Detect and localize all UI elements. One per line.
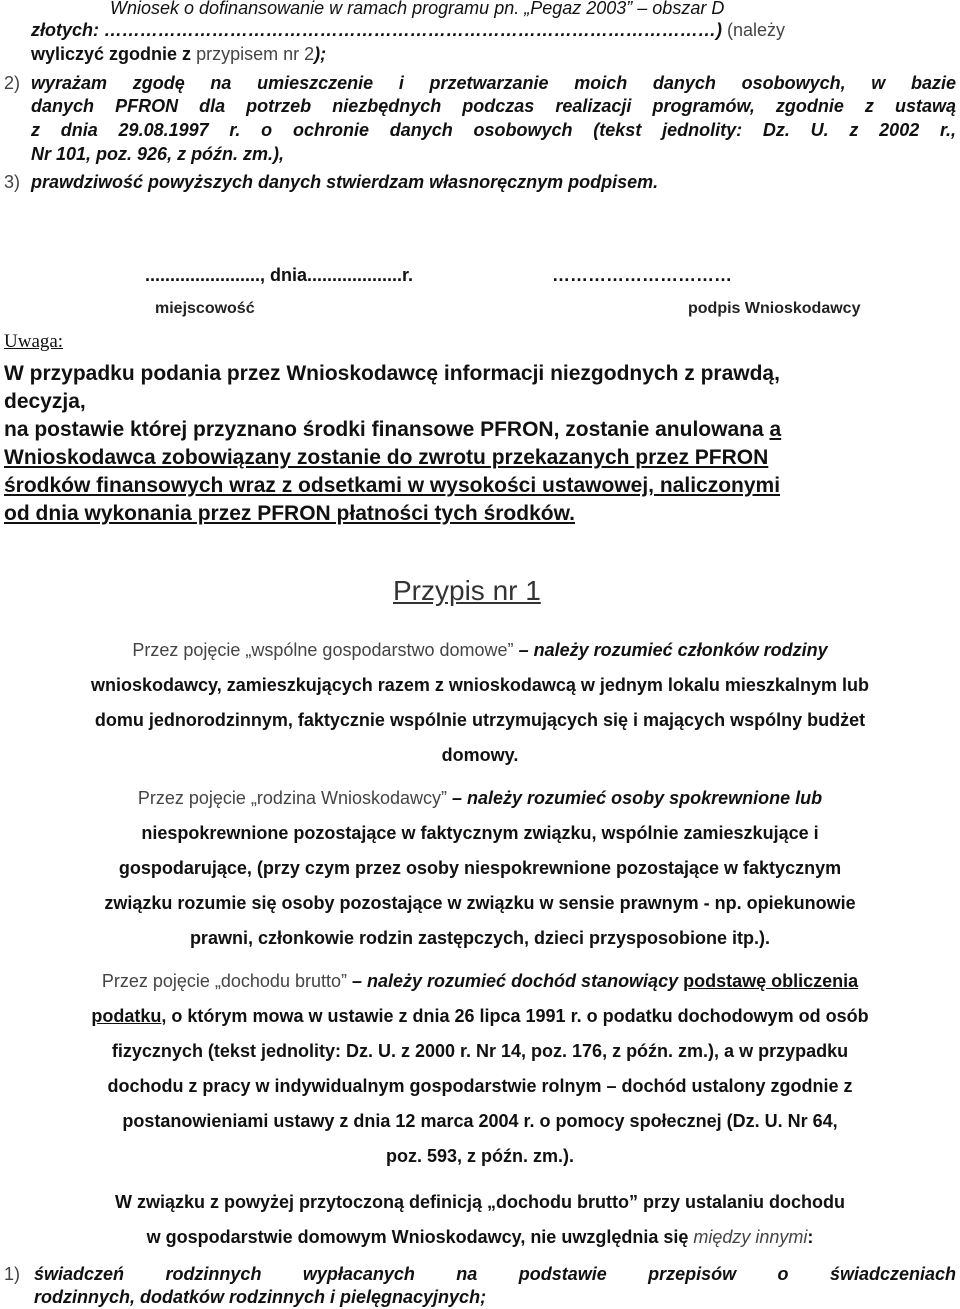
point-2-line-3: z dnia 29.08.1997 r. o ochronie danych osobowych (tekst jednolity: Dz. U. z 2002 r., <box>31 120 956 140</box>
def-1-line-1: Przez pojęcie „wspólne gospodarstwo domowe” – należy rozumieć członków rodziny <box>132 640 828 660</box>
def-1-line-3: domu jednorodzinnym, faktycznie wspólnie utrzymujących się i mających wspólny budżet <box>94 710 866 730</box>
page-header: Wniosek o dofinansowanie w ramach programu pn. „Pegaz 2003” – obszar D <box>110 0 725 18</box>
def-3-line-2: podatku, o którym mowa w ustawie z dnia 26 lipca 1991 r. o podatku dochodowym od osób <box>91 1006 869 1026</box>
def-1-line-4: domowy. <box>441 745 519 765</box>
list-item-1-number: 1) <box>4 1264 21 1284</box>
note-label: Uwaga: <box>4 331 64 352</box>
footnote-title: Przypis nr 1 <box>393 575 541 606</box>
def-2-line-2: niespokrewnione pozostające w faktycznym związku, wspólnie zamieszkujące i <box>141 823 819 843</box>
def-4-line-2: w gospodarstwie domowym Wnioskodawcy, nie uwzględnia się między innymi: <box>146 1227 814 1247</box>
signature-field: ………………………… <box>552 265 732 285</box>
note-line-1: W przypadku podania przez Wnioskodawcę informacji niezgodnych z prawdą, <box>4 362 780 385</box>
point-2-line-4: Nr 101, poz. 926, z późn. zm.), <box>31 144 285 164</box>
point-3-number: 3) <box>4 172 21 192</box>
amount-line <box>31 20 785 41</box>
point-3-text: prawdziwość powyższych danych stwierdzam własnoręcznym podpisem. <box>31 172 659 192</box>
signature-caption: podpis Wnioskodawcy <box>688 300 861 317</box>
def-3-line-4: dochodu z pracy w indywidualnym gospodarstwie rolnym – dochód ustalony zgodnie z <box>107 1076 853 1096</box>
amount-note-line: wyliczyć zgodnie z przypisem nr 2); <box>31 44 327 64</box>
def-3-line-1: Przez pojęcie „dochodu brutto” – należy rozumieć dochód stanowiący podstawę obliczenia <box>101 971 859 991</box>
def-3-line-6: poz. 593, z późn. zm.). <box>385 1146 574 1166</box>
list-item-1-line-1: świadczeń rodzinnych wypłacanych na podstawie przepisów o świadczeniach <box>34 1264 956 1284</box>
def-1-line-2: wnioskodawcy, zamieszkujących razem z wnioskodawcą w jednym lokalu mieszkalnym lub <box>91 675 869 695</box>
amount-note: (należy <box>727 20 786 40</box>
list-item-1-line-2: rodzinnych, dodatków rodzinnych i pielęgnacyjnych; <box>34 1287 487 1307</box>
def-3-line-3: fizycznych (tekst jednolity: Dz. U. z 2000 r. Nr 14, poz. 176, z późn. zm.), a w przypadku <box>111 1041 849 1061</box>
def-4-line-1: W związku z powyżej przytoczoną definicją „dochodu brutto” przy ustalaniu dochodu <box>114 1192 846 1212</box>
note-line-4: Wnioskodawca zobowiązany zostanie do zwrotu przekazanych przez PFRON <box>4 446 769 469</box>
note-line-2: decyzja, <box>4 390 86 413</box>
def-2-line-3: gospodarujące, (przy czym przez osoby niespokrewnione pozostające w faktycznym <box>118 858 842 878</box>
def-2-line-1: Przez pojęcie „rodzina Wnioskodawcy” – należy rozumieć osoby spokrewnione lub <box>137 788 823 808</box>
def-3-line-5: postanowieniami ustawy z dnia 12 marca 2004 r. o pomocy społecznej (Dz. U. Nr 64, <box>122 1111 838 1131</box>
note-line-3: na postawie której przyznano środki finansowe PFRON, zostanie anulowana a <box>4 418 782 441</box>
note-line-6: od dnia wykonania przez PFRON płatności tych środków. <box>4 502 575 525</box>
place-date-field: ......................., dnia...................r. <box>145 265 414 285</box>
place-caption: miejscowość <box>155 300 255 317</box>
point-2-number: 2) <box>4 73 21 93</box>
point-2-line-2: danych PFRON dla potrzeb niezbędnych podczas realizacji programów, zgodnie z ustawą <box>31 96 956 116</box>
def-2-line-4: związku rozumie się osoby pozostające w związku w sensie prawnym - np. opiekunowie <box>104 893 856 913</box>
footnote-ref-2: przypisem nr 2 <box>196 44 315 64</box>
def-2-line-5: prawni, członkowie rodzin zastępczych, dzieci przysposobione itp.). <box>189 928 771 948</box>
point-2-line-1: wyrażam zgodę na umieszczenie i przetwarzanie moich danych osobowych, w bazie <box>31 73 956 93</box>
amount-dots: złotych: …………………………………………………………………………………………) <box>31 20 722 40</box>
note-line-5: środków finansowych wraz z odsetkami w wysokości ustawowej, naliczonymi <box>4 474 781 497</box>
